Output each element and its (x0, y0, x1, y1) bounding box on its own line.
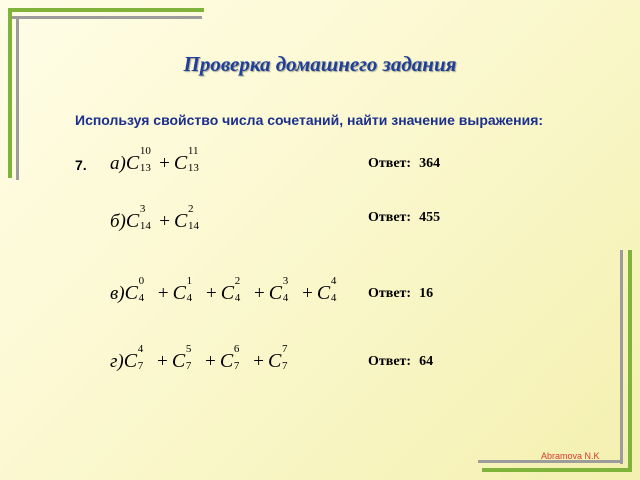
term-superscript: 5 (185, 343, 192, 355)
answer-value: 364 (419, 156, 441, 171)
answer-label: Ответ: (368, 210, 412, 225)
combination-term: C 7 7 (267, 343, 288, 372)
plus-sign: + (159, 211, 170, 232)
plus-sign: + (302, 283, 313, 304)
term-subscript: 4 (330, 292, 337, 304)
answer-2 (368, 210, 440, 226)
combination-term: C 5 7 (171, 343, 192, 372)
expression-label: в) (110, 283, 125, 304)
frame-top-gray (12, 16, 202, 19)
term-subscript: 4 (282, 292, 289, 304)
term-superscript: 2 (234, 275, 241, 287)
expression-3 (110, 275, 346, 305)
term-subscript: 4 (138, 292, 145, 304)
term-superscript: 4 (137, 343, 144, 355)
expression-label: г) (110, 351, 124, 372)
plus-sign: + (159, 153, 170, 174)
term-subscript: 14 (139, 220, 151, 232)
term-superscript: 10 (139, 145, 151, 157)
combination-term: C 3 14 (125, 203, 151, 232)
term-superscript: 2 (187, 203, 194, 215)
answer-label: Ответ: (368, 286, 412, 301)
term-subscript: 14 (187, 220, 199, 232)
combination-term: C 4 7 (123, 343, 144, 372)
combination-term: C 3 4 (268, 275, 289, 304)
combination-term: C 10 13 (125, 145, 151, 174)
plus-sign: + (157, 283, 169, 304)
plus-sign: + (254, 283, 265, 304)
frame-top-green (8, 8, 204, 12)
answer-4 (368, 354, 433, 370)
combination-term: C 11 13 (173, 145, 199, 174)
term-subscript: 4 (234, 292, 241, 304)
frame-left-green (8, 8, 12, 178)
answer-3 (368, 286, 433, 302)
term-superscript: 3 (282, 275, 289, 287)
term-subscript: 13 (187, 162, 199, 174)
plus-sign: + (205, 351, 216, 372)
problem-number: 7. (75, 157, 87, 173)
plus-sign: + (157, 351, 168, 372)
term-superscript: 7 (281, 343, 288, 355)
term-superscript: 4 (330, 275, 337, 287)
slide-title: Проверка домашнего задания (183, 52, 457, 76)
frame-right-green (628, 250, 632, 472)
combination-term: C 0 4 (124, 275, 145, 304)
term-subscript: 4 (186, 292, 193, 304)
term-subscript: 7 (233, 360, 240, 372)
expression-label: б) (110, 211, 126, 232)
combination-term: C 2 14 (173, 203, 199, 232)
answer-label: Ответ: (368, 354, 412, 369)
term-subscript: 13 (139, 162, 151, 174)
combination-term: C 4 4 (316, 275, 337, 304)
frame-left-gray (16, 16, 19, 180)
term-superscript: 3 (139, 203, 146, 215)
plus-sign: + (205, 283, 217, 304)
term-subscript: 7 (137, 360, 144, 372)
term-subscript: 7 (281, 360, 288, 372)
answer-value: 64 (419, 354, 434, 369)
answer-1 (368, 156, 440, 172)
term-subscript: 7 (185, 360, 192, 372)
answer-value: 455 (419, 210, 441, 225)
expression-1 (110, 145, 203, 175)
term-superscript: 11 (187, 145, 199, 157)
frame-right-gray (620, 250, 623, 464)
answer-label: Ответ: (368, 156, 412, 171)
expression-2 (110, 203, 203, 233)
answer-value: 16 (419, 286, 434, 301)
term-superscript: 0 (138, 275, 145, 287)
expression-4 (110, 343, 297, 373)
frame-bottom-green (482, 468, 632, 472)
term-superscript: 6 (233, 343, 240, 355)
plus-sign: + (253, 351, 264, 372)
task-text: Используя свойство числа сочетаний, найти значение выражения: (75, 112, 544, 128)
combination-term: C 6 7 (219, 343, 240, 372)
author-credit: Abramova N.K (541, 451, 600, 461)
expression-label: а) (110, 153, 126, 174)
term-superscript: 1 (186, 275, 193, 287)
combination-term: C 2 4 (220, 275, 241, 304)
combination-term: C 1 4 (172, 275, 193, 304)
